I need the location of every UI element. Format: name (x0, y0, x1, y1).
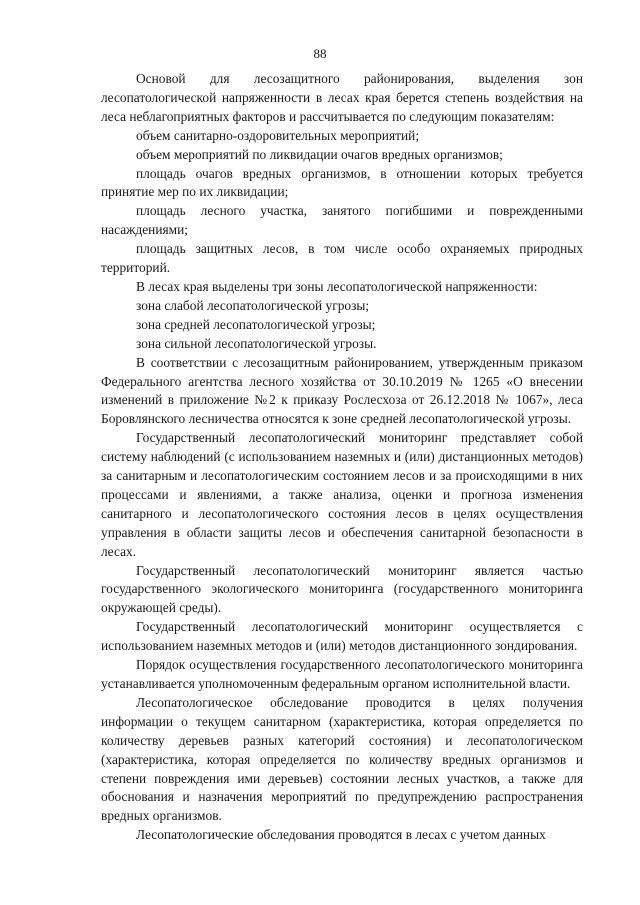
paragraph: объем мероприятий по ликвидации очагов вредных организмов; (136, 146, 503, 162)
document-body (101, 70, 583, 845)
paragraph: В соответствии с лесозащитным районированием, утвержденным приказом Федерального агентства лесного хозяйства от 30.10.2019 № 1265 «О внесении изменений в приложение №2 к приказу Рослесхоза от 26.12.2018 № 1067», леса Боровлянского лесничества относятся к зоне средней лесопатологической угрозы. (101, 354, 583, 427)
paragraph: Лесопатологические обследования проводятся в лесах с учетом данных (136, 827, 546, 843)
paragraph: зона сильной лесопатологической угрозы. (136, 335, 377, 351)
paragraph: Государственный лесопатологический мониторинг осуществляется с использованием наземных методов и (или) методов дистанционного зондирования. (101, 619, 583, 654)
paragraph: площадь очагов вредных организмов, в отношении которых требуется принятие мер по их ликвидации; (101, 165, 583, 200)
paragraph: площадь защитных лесов, в том числе особо охраняемых природных территорий. (101, 241, 583, 276)
paragraph: Государственный лесопатологический мониторинг является частью государственного экологического мониторинга (государственного мониторинга окружающей среды). (101, 562, 583, 616)
paragraph: объем санитарно-оздоровительных мероприятий; (136, 127, 420, 143)
paragraph: Государственный лесопатологический мониторинг представляет собой систему наблюдений (с использованием наземных и (или) дистанционных методов) за санитарным и лесопатологическим состоянием лесов и за происходящими в них процессами и явлениями, а также анализа, оценки и прогноза изменения санитарного и лесопатологического состояния лесов в целях осуществления управления в области защиты лесов и обеспечения санитарной безопасности в лесах. (101, 430, 583, 559)
paragraph: зона средней лесопатологической угрозы; (136, 316, 376, 332)
page-number: 88 (313, 46, 327, 61)
paragraph: Порядок осуществления государственного лесопатологического мониторинга устанавливается уполномоченным федеральным органом исполнительной власти. (101, 657, 583, 691)
paragraph: площадь лесного участка, занятого погибшими и поврежденными насаждениями; (101, 203, 583, 238)
paragraph: В лесах края выделены три зоны лесопатологической напряженности: (136, 278, 538, 294)
paragraph: Лесопатологическое обследование проводится в целях получения информации о текущем санитарном (характеристика, которая определяется по количеству деревьев разных категорий состояния) и лесопатологическом (характеристика, которая определяется по количеству вредных организмов и степени повреждения ими деревьев) состоянии лесных участков, а также для обоснования и назначения мероприятий по предупреждению распространения вредных организмов. (101, 694, 583, 824)
paragraph: Основой для лесозащитного районирования, выделения зон лесопатологической напряженности в лесах края берется степень воздействия на леса неблагоприятных факторов и рассчитывается по следующим показателям: (101, 71, 583, 124)
paragraph: зона слабой лесопатологической угрозы; (136, 297, 370, 313)
